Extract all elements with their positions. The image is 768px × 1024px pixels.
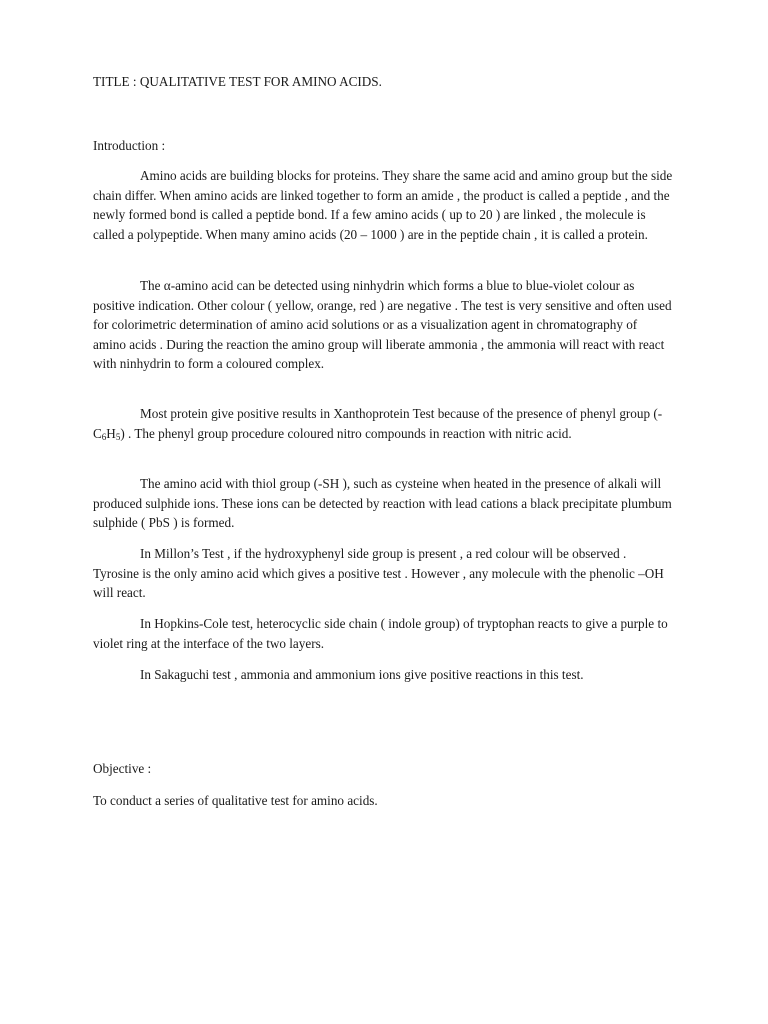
- objective-heading: Objective :: [93, 761, 152, 776]
- paragraph-hopkins-cole-test: In Hopkins-Cole test, heterocyclic side chain ( indole group) of tryptophan reacts to give a purple to violet ring at the interface of the two layers.: [93, 616, 668, 651]
- document-title: TITLE : QUALITATIVE TEST FOR AMINO ACIDS.: [93, 74, 382, 89]
- xantho-text-before: Most protein give positive results in Xanthoprotein Test because of the presence of phenyl group (-C: [93, 406, 663, 441]
- xantho-subscript-6: 6: [101, 431, 107, 442]
- paragraph-thiol-test: The amino acid with thiol group (-SH ), such as cysteine when heated in the presence of alkali will produced sulphide ions. These ions can be detected by reaction with lead cations a black precipitate plumbum sulphide ( PbS ) is formed.: [93, 476, 672, 530]
- paragraph-ninhydrin-test: The α-amino acid can be detected using ninhydrin which forms a blue to blue-violet colour as positive indication. Other colour ( yellow, orange, red ) are negative . The test is very sensitive and often used for colorimetric determination of amino acid solutions or as a visualization agent in chromatography of amino acids . During the reaction the amino group will liberate ammonia , the ammonia will react with react with ninhydrin to form a coloured complex.: [93, 278, 672, 371]
- paragraph-amino-acids-overview: Amino acids are building blocks for proteins. They share the same acid and amino group but the side chain differ. When amino acids are linked together to form an amide , the product is called a peptide , and the newly formed bond is called a peptide bond. If a few amino acids ( up to 20 ) are linked , the molecule is called a polypeptide. When many amino acids (20 – 1000 ) are in the peptide chain , it is called a protein.: [93, 168, 673, 242]
- objective-text: To conduct a series of qualitative test for amino acids.: [93, 793, 378, 808]
- xantho-text-after: ) . The phenyl group procedure coloured nitro compounds in reaction with nitric acid.: [120, 425, 572, 441]
- paragraph-xanthoprotein-test: [93, 404, 673, 443]
- xantho-subscript-5: 5: [115, 431, 121, 442]
- paragraph-millons-test: In Millon’s Test , if the hydroxyphenyl side group is present , a red colour will be observed . Tyrosine is the only amino acid which gives a positive test . However , any molecule with the phenolic –OH will react.: [93, 546, 664, 600]
- introduction-heading: Introduction :: [93, 138, 166, 153]
- paragraph-sakaguchi-test: In Sakaguchi test , ammonia and ammonium ions give positive reactions in this test.: [140, 667, 584, 682]
- xantho-text-h: H: [106, 425, 116, 441]
